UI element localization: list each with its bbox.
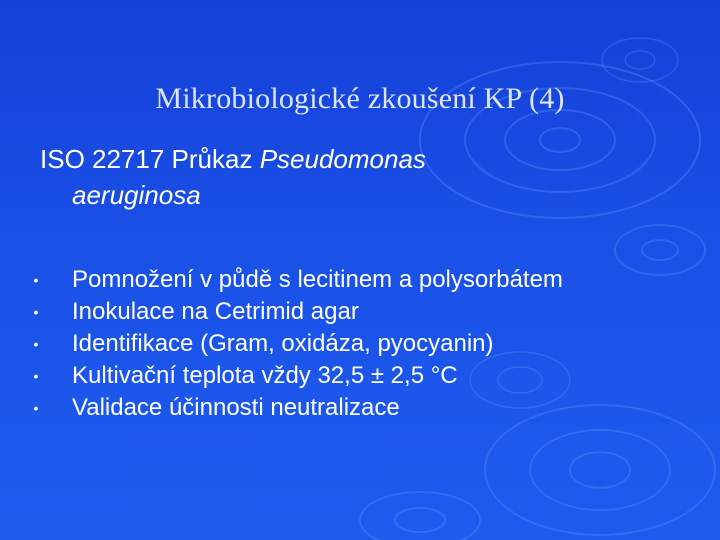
slide-title: Mikrobiologické zkoušení KP (4) (155, 82, 565, 115)
subtitle-prefix: ISO 22717 Průkaz (40, 144, 260, 174)
bullet-text: Pomnožení v půdě s lecitinem a polysorbátem (72, 266, 563, 293)
bullet-text: Kultivační teplota vždy 32,5 ± 2,5 °C (72, 362, 458, 389)
list-item (30, 392, 563, 424)
bullet-icon: • (33, 272, 39, 288)
bullet-text: Inokulace na Cetrimid agar (72, 298, 359, 325)
list-item (30, 296, 563, 328)
subtitle (40, 141, 640, 213)
list-item (30, 360, 563, 392)
bullet-text: Validace účinnosti neutralizace (72, 394, 400, 421)
bullet-icon: • (33, 304, 39, 320)
list-item (30, 328, 563, 360)
bullet-icon: • (33, 336, 39, 352)
bullet-icon: • (33, 400, 39, 416)
bullet-icon: • (33, 368, 39, 384)
subtitle-genus: Pseudomonas (259, 144, 426, 174)
bullet-list (30, 264, 563, 424)
bullet-text: Identifikace (Gram, oxidáza, pyocyanin) (72, 330, 494, 357)
list-item (30, 264, 563, 296)
subtitle-species: aeruginosa (72, 180, 201, 210)
